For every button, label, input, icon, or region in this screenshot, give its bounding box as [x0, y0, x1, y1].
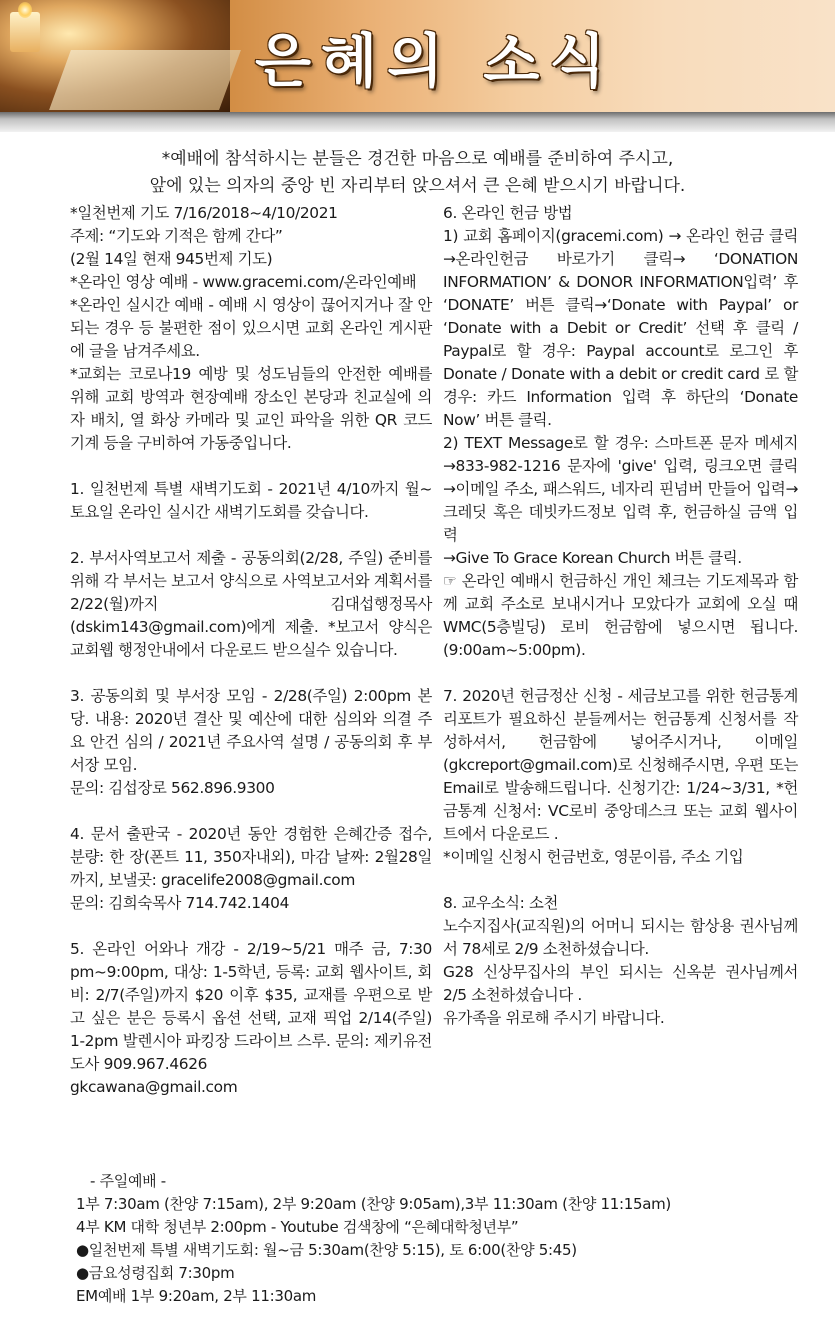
intro-line-1: *예배에 참석하시는 분들은 경건한 마음으로 예배를 준비하여 주시고, [161, 149, 674, 169]
notice-5-email: gkcawana@gmail.com [70, 1078, 238, 1096]
candle-icon [10, 12, 40, 52]
notice-7: 7. 2020년 헌금정산 신청 - 세금보고를 위한 헌금통계 리포트가 필요하신 분들께서는 헌금통계 신청서를 작성하셔서, 헌금함에 넣어주시거나, 이메일(gkcreport@gmail.com)로 신청해주시면, 우편 또는 Email로 발송해드립니다. 신청기간: 1/24~3/31, *헌금통계 신청서: VC로비 중앙데스크 또는 교회 웹사이트에서 다운로드 . [443, 687, 798, 843]
intro-line-2: 앞에 있는 의자의 중앙 빈 자리부터 앉으셔서 큰 은혜 받으시기 바랍니다. [149, 176, 686, 196]
service-line-1: 1부 7:30am (찬양 7:15am), 2부 9:20am (찬양 9:05am),3부 11:30am (찬양 11:15am) [76, 1195, 671, 1213]
spacer [443, 662, 798, 685]
spacer [70, 662, 432, 685]
notice-7-email: *이메일 신청시 헌금번호, 영문이름, 주소 기입 [443, 848, 744, 866]
service-line-5: EM예배 1부 9:20am, 2부 11:30am [76, 1287, 317, 1305]
notice-4-contact: 문의: 김희숙목사 714.742.1404 [70, 894, 290, 912]
bible-candle-image [0, 0, 230, 112]
notice-6-button: →Give To Grace Korean Church 버튼 클릭. [443, 549, 742, 567]
prayer-title: *일천번제 기도 7/16/2018~4/10/2021 [70, 204, 338, 222]
notice-4: 4. 문서 출판국 - 2020년 동안 경험한 은혜간증 접수, 분량: 한 장(폰트 11, 350자내외), 마감 날짜: 2월28일 까지, 보낼곳: gracelife2008@gmail.com [70, 825, 432, 889]
notice-1: 1. 일천번제 특별 새벽기도회 - 2021년 4/10까지 월~토요일 온라인 실시간 새벽기도회를 갖습니다. [70, 480, 432, 521]
notice-6-text: 2) TEXT Message로 할 경우: 스마트폰 문자 메세지→833-982-1216 문자에 'give' 입력, 링크오면 클릭→이메일 주소, 패스워드, 네자리 핀넘버 만들어 입력→크레딧 혹은 데빗카드정보 입력 후, 헌금하실 금액 입력 [443, 434, 798, 544]
intro-notice [0, 146, 835, 200]
notice-8-line-3: 유가족을 위로해 주시기 바랍니다. [443, 1009, 665, 1027]
prayer-count: (2월 14일 현재 945번제 기도) [70, 250, 273, 268]
header-banner [0, 0, 835, 112]
prayer-theme: 주제: “기도와 기적은 함께 간다” [70, 227, 283, 245]
notice-8-title: 8. 교우소식: 소천 [443, 894, 559, 912]
service-schedule [76, 1170, 776, 1308]
spacer [70, 455, 432, 478]
online-video-note: *온라인 영상 예배 - www.gracemi.com/온라인예배 [70, 273, 417, 291]
service-line-4: ●금요성령집회 7:30pm [76, 1264, 235, 1282]
right-column [443, 202, 798, 1030]
notice-2: 2. 부서사역보고서 제출 - 공동의회(2/28, 주일) 준비를 위해 각 부서는 보고서 양식으로 사역보고서와 계획서를 2/22(월)까지 김대섭행정목사(dskim143@gmail.com)에게 제출. *보고서 양식은 교회웹 행정안내에서 다운로드 받으실수 있습니다. [70, 549, 432, 659]
page-title: 은혜의 소식 [255, 27, 616, 95]
notice-8-line-1: 노수지집사(교직원)의 어머니 되시는 함상용 권사님께서 78세로 2/9 소천하셨습니다. [443, 917, 798, 958]
online-live-note: *온라인 실시간 예배 - 예배 시 영상이 끊어지거나 잘 안 되는 경우 등 불편한 점이 있으시면 교회 온라인 게시판에 글을 남겨주세요. [70, 296, 432, 360]
service-line-2: 4부 KM 대학 청년부 2:00pm - Youtube 검색창에 “은혜대학청년부” [76, 1218, 519, 1236]
header-divider [0, 112, 835, 132]
notice-3-contact: 문의: 김섭장로 562.896.9300 [70, 779, 275, 797]
notice-8-line-2: G28 신상무집사의 부인 되시는 신옥분 권사님께서 2/5 소천하셨습니다 . [443, 963, 798, 1004]
covid-note: *교회는 코로나19 예방 및 성도님들의 안전한 예배를 위해 교회 방역과 현장예배 장소인 본당과 친교실에 의자 배치, 열 화상 카메라 및 교인 파악을 위한 QR 코드 기계 등을 구비하여 가동중입니다. [70, 365, 432, 452]
flame-icon [18, 2, 32, 18]
left-column [70, 202, 432, 1099]
notice-3: 3. 공동의회 및 부서장 모임 - 2/28(주일) 2:00pm 본당. 내용: 2020년 결산 및 예산에 대한 심의와 의결 주요 안건 심의 / 2021년 주요사역 설명 / 공동의회 후 부서장 모임. [70, 687, 432, 774]
notice-6-web: 1) 교회 홈페이지(gracemi.com) → 온라인 헌금 클릭→온라인헌금 바로가기 클릭→ ‘DONATION INFORMATION’ & DONOR INFORMATION입력’ 후 ‘DONATE’ 버튼 클릭→‘Donate with Paypal’ or ‘Donate with a Debit or Credit’ 선택 후 클릭 / Paypal로 할 경우: Paypal account로 로그인 후 Donate / Donate with a debit or credit card 로 할 경우: 카드 Information 입력 후 하단의 ‘Donate Now’ 버튼 클릭. [443, 227, 798, 429]
notice-5: 5. 온라인 어와나 개강 - 2/19~5/21 매주 금, 7:30 pm~9:00pm, 대상: 1-5학년, 등록: 교회 웹사이트, 회비: 2/7(주일)까지 $20 이후 $35, 교재를 우편으로 받고 싶은 분은 등록시 옵션 선택, 교재 픽업 2/14(주일) 1-2pm 발렌시아 파킹장 드라이브 스루. 문의: 제키유전도사 909.967.4626 [70, 940, 432, 1073]
service-line-3: ●일천번제 특별 새벽기도회: 월~금 5:30am(찬양 5:15), 토 6:00(찬양 5:45) [76, 1241, 577, 1259]
spacer [70, 915, 432, 938]
bible-page-shape [49, 50, 241, 110]
notice-6-check: ☞ 온라인 예배시 헌금하신 개인 체크는 기도제목과 함께 교회 주소로 보내시거나 모았다가 교회에 오실 때 WMC(5층빌딩) 로비 헌금함에 넣으시면 됩니다. (9:00am~5:00pm). [443, 572, 798, 659]
spacer [70, 800, 432, 823]
spacer [443, 869, 798, 892]
notice-6-title: 6. 온라인 헌금 방법 [443, 204, 573, 222]
service-title: - 주일예배 - [90, 1172, 166, 1190]
spacer [70, 524, 432, 547]
